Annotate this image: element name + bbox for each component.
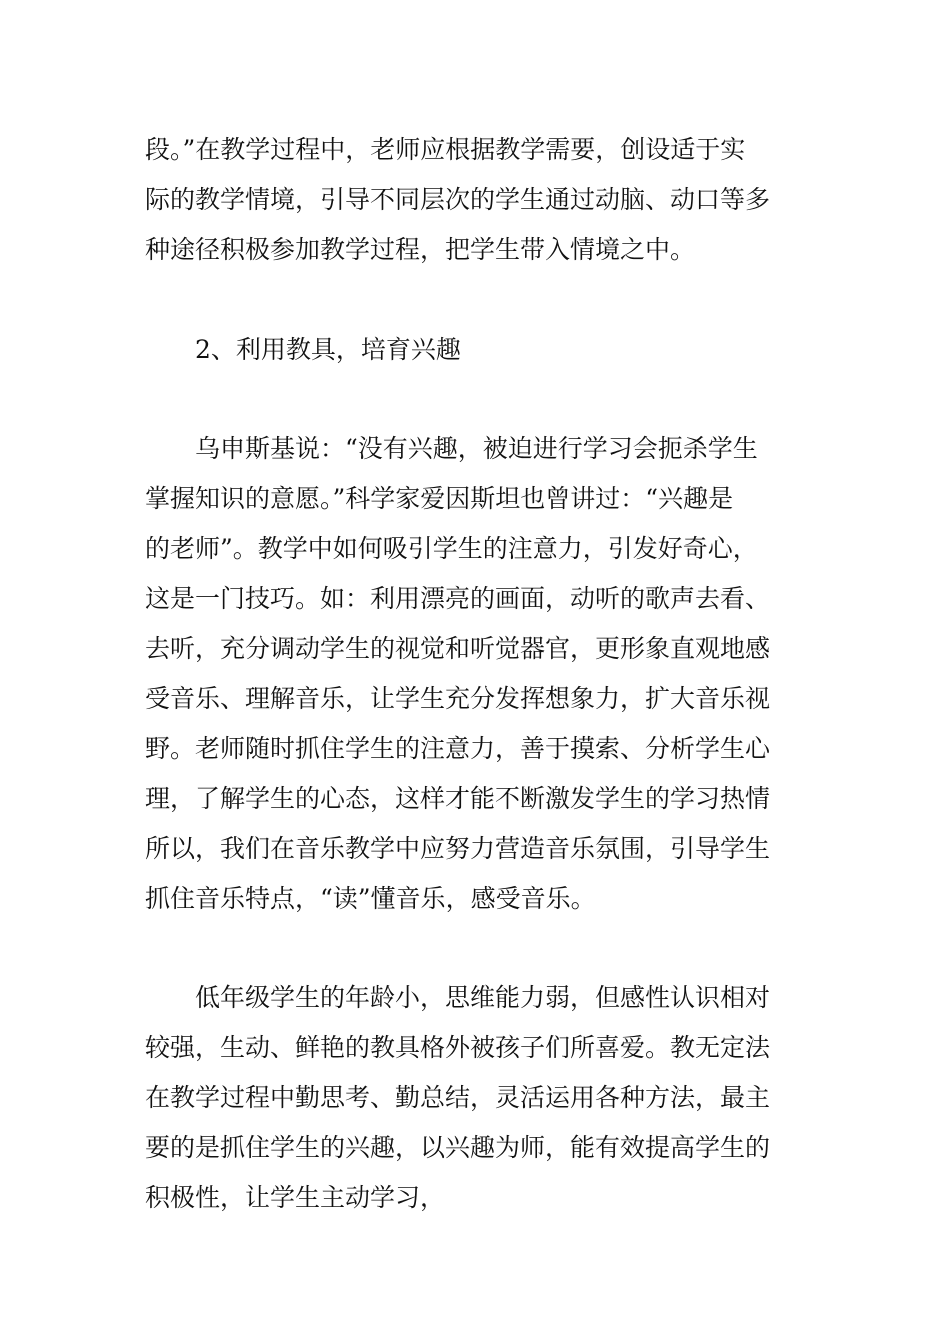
- paragraph-2-line-6: 受音乐、理解音乐，让学生充分发挥想象力，扩大音乐视: [145, 684, 771, 713]
- paragraph-2-line-3: 的老师”。教学中如何吸引学生的注意力，引发好奇心，: [145, 534, 758, 563]
- paragraph-3-line-5: 积极性，让学生主动学习，: [145, 1183, 446, 1212]
- paragraph-2-line-8: 理，了解学生的心态，这样才能不断激发学生的学习热情: [145, 784, 771, 813]
- paragraph-2-line-4: 这是一门技巧。如：利用漂亮的画面，动听的歌声去看、: [145, 584, 771, 613]
- paragraph-2-line-9: 所以，我们在音乐教学中应努力营造音乐氛围，引导学生: [145, 834, 771, 863]
- paragraph-3-line-2: 较强，生动、鲜艳的教具格外被孩子们所喜爱。教无定法: [145, 1033, 771, 1062]
- section-heading: 2、利用教具，培育兴趣: [195, 335, 461, 364]
- paragraph-3-line-4: 要的是抓住学生的兴趣，以兴趣为师，能有效提高学生的: [145, 1133, 771, 1162]
- paragraph-1-line-3: 种途径积极参加教学过程，把学生带入情境之中。: [145, 235, 696, 264]
- paragraph-2-line-10: 抓住音乐特点，“读”懂音乐，感受音乐。: [145, 884, 596, 913]
- paragraph-3-line-1: 低年级学生的年龄小，思维能力弱，但感性认识相对: [195, 983, 771, 1012]
- paragraph-2-line-5: 去听，充分调动学生的视觉和听觉器官，更形象直观地感: [145, 634, 771, 663]
- paragraph-2-line-2: 掌握知识的意愿。”科学家爱因斯坦也曾讲过：“兴趣是: [145, 484, 734, 513]
- paragraph-1-line-2: 际的教学情境，引导不同层次的学生通过动脑、动口等多: [145, 185, 771, 214]
- paragraph-2-line-7: 野。老师随时抓住学生的注意力，善于摸索、分析学生心: [145, 734, 771, 763]
- paragraph-1-line-1: 段。”在教学过程中，老师应根据教学需要，创设适于实: [145, 135, 746, 164]
- paragraph-2-line-1: 乌申斯基说：“没有兴趣，被迫进行学习会扼杀学生: [195, 434, 758, 463]
- paragraph-3-line-3: 在教学过程中勤思考、勤总结，灵活运用各种方法，最主: [145, 1083, 771, 1112]
